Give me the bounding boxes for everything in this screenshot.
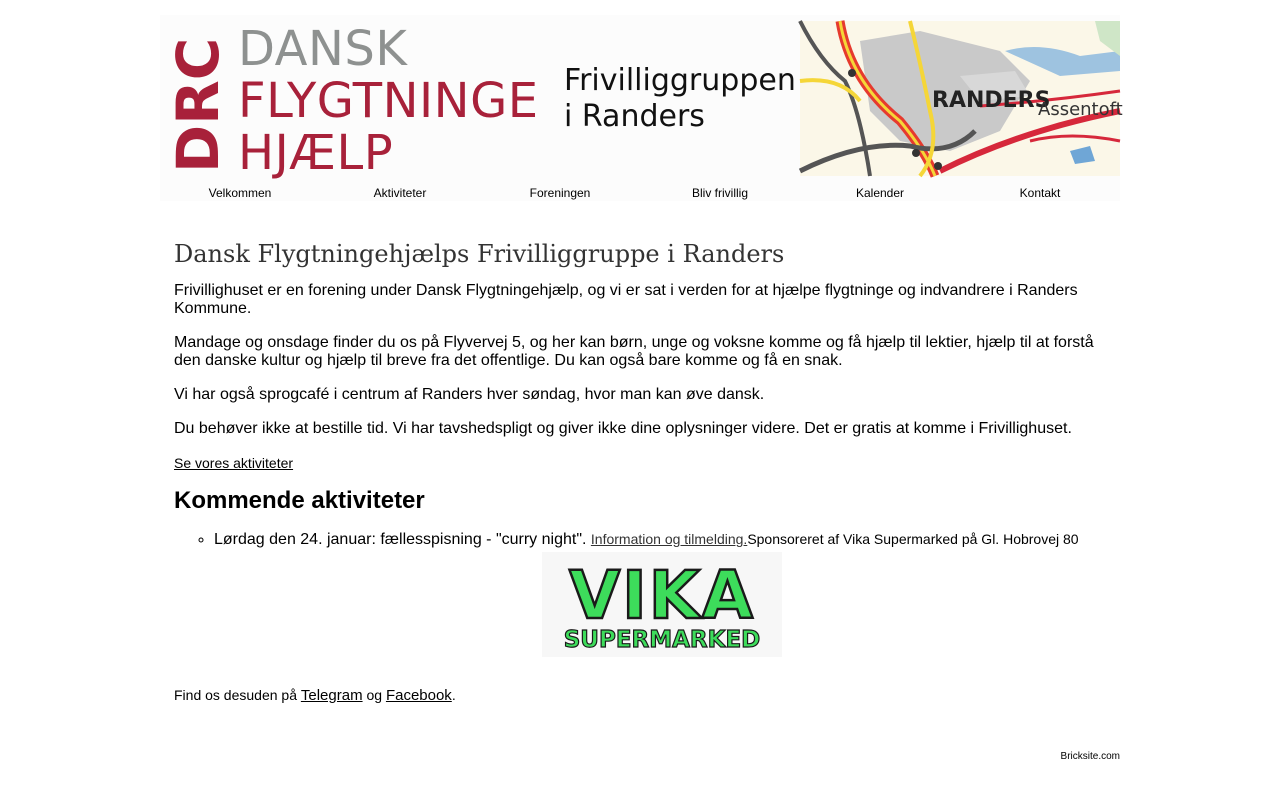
confidentiality-paragraph: Du behøver ikke at bestille tid. Vi har tavshedspligt og giver ikke dine oplysninger videre. Det er gratis at komme i Frivillighuset.	[174, 420, 1072, 437]
group-title-line2: i Randers	[564, 99, 705, 134]
intro-paragraph: Frivillighuset er en forening under Dansk Flygtningehjælp, og vi er sat i verden for at hjælpe flygtninge og indvandrere i Randers Kommune.	[174, 282, 1078, 317]
logo-line-flygtninge: FLYGTNINGE	[238, 73, 539, 129]
drc-logo[interactable]	[166, 21, 546, 181]
find-middle: og	[362, 687, 386, 703]
telegram-link[interactable]: Telegram	[300, 687, 363, 704]
page-title: Dansk Flygtningehjælps Frivilliggruppe i Randers	[174, 240, 785, 268]
logo-line-hjaelp: HJÆLP	[238, 125, 394, 181]
find-suffix: .	[451, 687, 456, 703]
main-content	[174, 234, 1104, 548]
list-item	[214, 528, 1134, 551]
nav-item-foreningen[interactable]: Foreningen	[529, 186, 591, 200]
vika-logo-word: VIKA	[569, 557, 755, 634]
bricksite-credit-link[interactable]: Bricksite.com	[1060, 751, 1120, 762]
event-text: Lørdag den 24. januar: fællesspisning - "curry night".	[214, 531, 591, 548]
language-cafe-paragraph: Vi har også sprogcafé i centrum af Randers hver søndag, hvor man kan øve dansk.	[174, 386, 765, 403]
group-title-line1: Frivilliggruppen	[564, 63, 796, 98]
map-town-label: Assentoft	[1038, 99, 1123, 120]
find-prefix: Find os desuden på	[174, 687, 301, 703]
sponsor-text: Sponsoreret af Vika Supermarked på Gl. Hobrovej 80	[747, 531, 1079, 547]
map-city-label: RANDERS	[932, 88, 1051, 113]
see-activities-link[interactable]: Se vores aktiviteter	[174, 455, 294, 471]
page-container	[160, 15, 1123, 201]
nav-item-kontakt[interactable]: Kontakt	[1019, 186, 1061, 200]
nav-item-bliv-frivillig[interactable]: Bliv frivillig	[691, 186, 748, 200]
nav-item-aktiviteter[interactable]: Aktiviteter	[373, 186, 427, 200]
opening-hours-paragraph: Mandage og onsdage finder du os på Flyvervej 5, og her kan børn, unge og voksne komme og få hjælp til lektier, hjælp til at forstå den danske kultur og hjælp til breve fra det offentlige. Du kan også bare komme og få en snak.	[174, 334, 1094, 369]
events-list	[174, 528, 1134, 551]
vika-supermarked-logo	[542, 552, 782, 657]
info-signup-link[interactable]: Information og tilmelding.	[590, 531, 748, 547]
upcoming-activities-heading: Kommende aktiviteter	[174, 487, 425, 514]
group-title	[564, 63, 796, 135]
vika-logo-subtitle: SUPERMARKED	[563, 627, 761, 653]
site-header	[160, 15, 1123, 201]
drc-mark-icon	[164, 21, 232, 173]
randers-map-image	[800, 21, 1123, 176]
logo-line-dansk: DANSK	[238, 21, 408, 77]
facebook-link[interactable]: Facebook	[385, 687, 452, 704]
nav-item-velkommen[interactable]: Velkommen	[208, 186, 272, 200]
find-us-line	[174, 686, 456, 705]
nav-item-kalender[interactable]: Kalender	[855, 186, 905, 200]
drc-mark-text: DRC	[164, 37, 232, 173]
main-nav	[160, 185, 1120, 201]
